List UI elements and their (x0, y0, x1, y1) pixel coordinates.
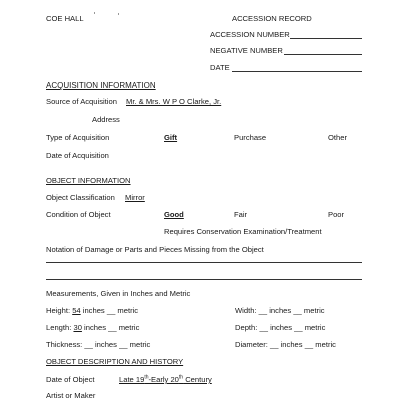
type-label: Type of Acquisition (46, 133, 110, 142)
classification-label: Object Classification (46, 193, 115, 202)
object-date-part1: Late 19 (119, 375, 145, 384)
damage-line-1[interactable] (46, 262, 362, 263)
height-metric-word: metric (117, 306, 139, 315)
length-value[interactable]: 30 (73, 323, 82, 332)
classification-value: Mirror (125, 193, 145, 202)
condition-option-fair[interactable]: Fair (234, 210, 248, 219)
object-heading: OBJECT INFORMATION (46, 176, 131, 185)
condition-option-good[interactable]: Good (164, 210, 184, 219)
depth-inches-word: inches (270, 323, 293, 332)
type-option-purchase[interactable]: Purchase (234, 133, 267, 142)
source-value: Mr. & Mrs. W P O Clarke, Jr. (126, 97, 222, 106)
condition-option-poor[interactable]: Poor (328, 210, 345, 219)
acquisition-date-label: Date of Acquisition (46, 151, 109, 160)
width-label: Width: (235, 306, 257, 315)
thickness-label: Thickness: (46, 340, 83, 349)
thickness-metric-word: metric (129, 340, 151, 349)
diameter-row (235, 340, 336, 350)
diameter-label: Diameter: (235, 340, 268, 349)
length-label: Length: (46, 323, 72, 332)
diameter-inches-word: inches (280, 340, 303, 349)
diameter-metric-word: metric (315, 340, 336, 349)
depth-label: Depth: (235, 323, 258, 332)
width-row (235, 306, 325, 316)
height-inches-word: inches (82, 306, 105, 315)
type-option-other[interactable]: Other (328, 133, 347, 142)
accession-number-field[interactable] (290, 38, 362, 39)
record-title: ACCESSION RECORD (232, 14, 312, 23)
date-label: DATE (210, 63, 230, 72)
address-label: Address (92, 115, 120, 124)
negative-number-field[interactable] (284, 54, 362, 55)
damage-label: Notation of Damage or Parts and Pieces Missing from the Object (46, 245, 264, 254)
thickness-row (46, 340, 150, 350)
width-inches-word: inches (269, 306, 292, 315)
depth-metric-word: metric (304, 323, 326, 332)
diameter-metric-blank[interactable]: __ (304, 340, 314, 349)
diameter-inches-blank[interactable]: __ (270, 340, 279, 349)
height-value[interactable]: 54 (72, 306, 81, 315)
scan-speck (94, 12, 95, 14)
height-metric-blank[interactable]: __ (106, 306, 116, 315)
artist-label: Artist or Maker (46, 391, 96, 400)
source-label: Source of Acquisition (46, 97, 117, 106)
type-option-gift[interactable]: Gift (164, 133, 178, 142)
object-date-sup1: th (144, 374, 149, 381)
location-label: COE HALL (46, 14, 84, 23)
width-metric-blank[interactable]: __ (293, 306, 302, 315)
depth-metric-blank[interactable]: __ (294, 323, 303, 332)
width-metric-word: metric (303, 306, 325, 315)
conservation-note[interactable]: Requires Conservation Examination/Treatment (164, 227, 322, 236)
width-inches-blank[interactable]: __ (258, 306, 268, 315)
measurements-heading: Measurements, Given in Inches and Metric (46, 289, 191, 298)
condition-label: Condition of Object (46, 210, 111, 219)
depth-inches-blank[interactable]: __ (259, 323, 268, 332)
description-heading: OBJECT DESCRIPTION AND HISTORY (46, 357, 184, 366)
object-date-part2: -Early 20 (148, 375, 179, 384)
length-metric-blank[interactable]: __ (108, 323, 117, 332)
length-inches-word: inches (84, 323, 106, 332)
object-date-part3: Century (183, 375, 212, 384)
depth-row (235, 323, 325, 333)
thickness-inches-word: inches (95, 340, 117, 349)
object-date-label: Date of Object (46, 375, 95, 384)
object-date-sup2: th (178, 374, 184, 381)
height-row (46, 306, 138, 316)
negative-number-label: NEGATIVE NUMBER (210, 46, 283, 55)
damage-line-2[interactable] (46, 279, 362, 280)
scan-speck (118, 13, 119, 15)
height-label: Height: (46, 306, 71, 315)
accession-number-label: ACCESSION NUMBER (210, 30, 290, 39)
object-date-value (119, 375, 212, 385)
thickness-metric-blank[interactable]: __ (119, 340, 128, 349)
acquisition-heading: ACQUISITION INFORMATION (46, 81, 156, 90)
length-row (46, 323, 139, 333)
date-field[interactable] (232, 71, 362, 72)
length-metric-word: metric (118, 323, 140, 332)
thickness-inches-blank[interactable]: __ (84, 340, 93, 349)
